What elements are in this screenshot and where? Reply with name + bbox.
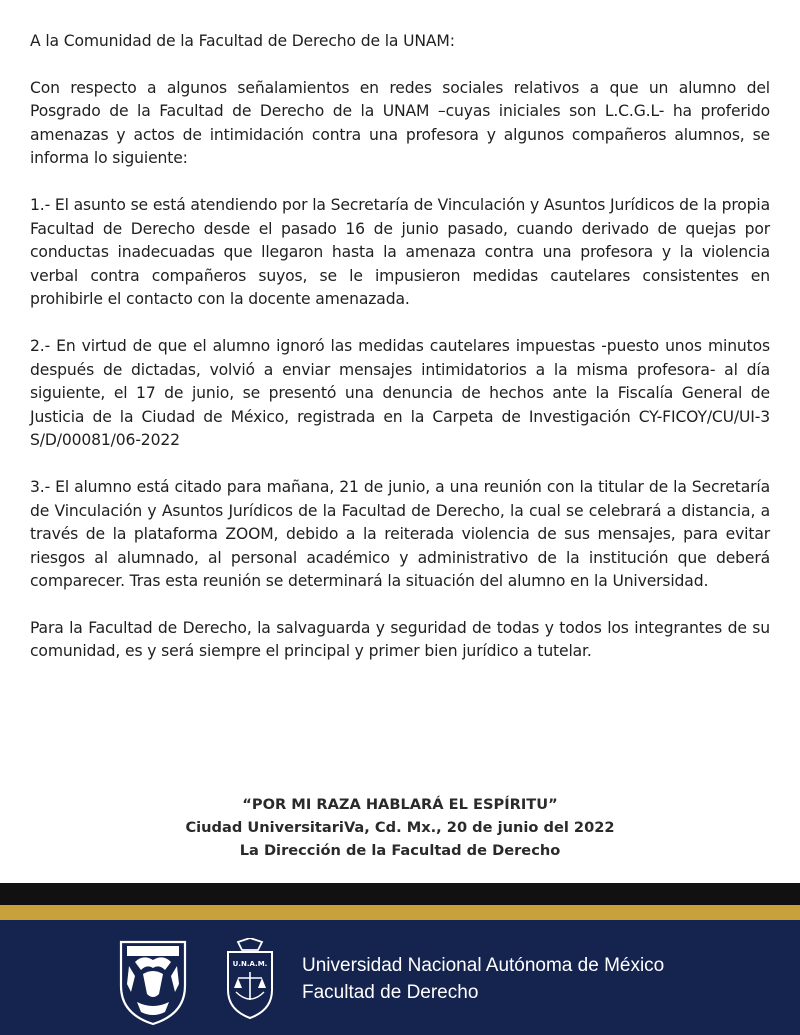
signature-block xyxy=(0,793,800,862)
institution-name xyxy=(302,952,664,1006)
university-name: Universidad Nacional Autónoma de México xyxy=(302,955,665,976)
closing-paragraph: Para la Facultad de Derecho, la salvaguarda y seguridad de todas y todos los integrantes de su comunidad, es y será siempre el principal y primer bien jurídico a tutelar. xyxy=(30,618,770,661)
svg-text:U.N.A.M.: U.N.A.M. xyxy=(232,960,268,968)
intro-paragraph: Con respecto a algunos señalamientos en redes sociales relativos a que un alumno del Posgrado de la Facultad de Derecho de la UNAM –cuyas iniciales son L.C.G.L- ha proferido amenazas y actos de intimidación contra una profesora y algunos compañeros alumnos, se informa lo siguiente: xyxy=(30,78,770,168)
institution-footer xyxy=(0,920,800,1035)
point-1-paragraph: 1.- El asunto se está atendiendo por la Secretaría de Vinculación y Asuntos Jurídicos de la propia Facultad de Derecho desde el pasado 16 de junio pasado, cuando derivado de quejas por conductas inadecuadas que llegaron hasta la amenaza contra una profesora y la violencia verbal contra compañeros suyos, se le impusieron medidas cautelares consistentes en prohibirle el contacto con la docente amenazada. xyxy=(30,195,770,309)
gold-band xyxy=(0,905,800,920)
motto: “POR MI RAZA HABLARÁ EL ESPÍRITU” xyxy=(242,796,558,813)
black-band xyxy=(0,883,800,905)
letter-body xyxy=(30,30,770,687)
facultad-de-derecho-shield-icon xyxy=(222,938,278,1020)
point-2-paragraph: 2.- En virtud de que el alumno ignoró las medidas cautelares impuestas -puesto unos minutos después de dictadas, volvió a enviar mensajes intimidatorios a la misma profesora- al día siguiente, el 17 de junio, se presentó una denuncia de hechos ante la Fiscalía General de Justicia de la Ciudad de México, registrada en la Carpeta de Investigación CY-FICOY/CU/UI-3 S/D/00081/06-2022 xyxy=(30,336,770,450)
unam-coat-of-arms-icon xyxy=(113,936,193,1026)
place-date: Ciudad UniversitariVa, Cd. Mx., 20 de junio del 2022 xyxy=(185,819,615,836)
point-3-paragraph: 3.- El alumno está citado para mañana, 21 de junio, a una reunión con la titular de la Secretaría de Vinculación y Asuntos Jurídicos de la Facultad de Derecho, la cual se celebrará a distancia, a través de la plataforma ZOOM, debido a la reiterada violencia de sus mensajes, para evitar riesgos al alumnado, al personal académico y administrativo de la institución que deberá comparecer. Tras esta reunión se determinará la situación del alumno en la Universidad. xyxy=(30,477,770,591)
salutation: A la Comunidad de la Facultad de Derecho de la UNAM: xyxy=(30,32,455,50)
signer: La Dirección de la Facultad de Derecho xyxy=(239,842,561,859)
faculty-name: Facultad de Derecho xyxy=(302,982,479,1003)
